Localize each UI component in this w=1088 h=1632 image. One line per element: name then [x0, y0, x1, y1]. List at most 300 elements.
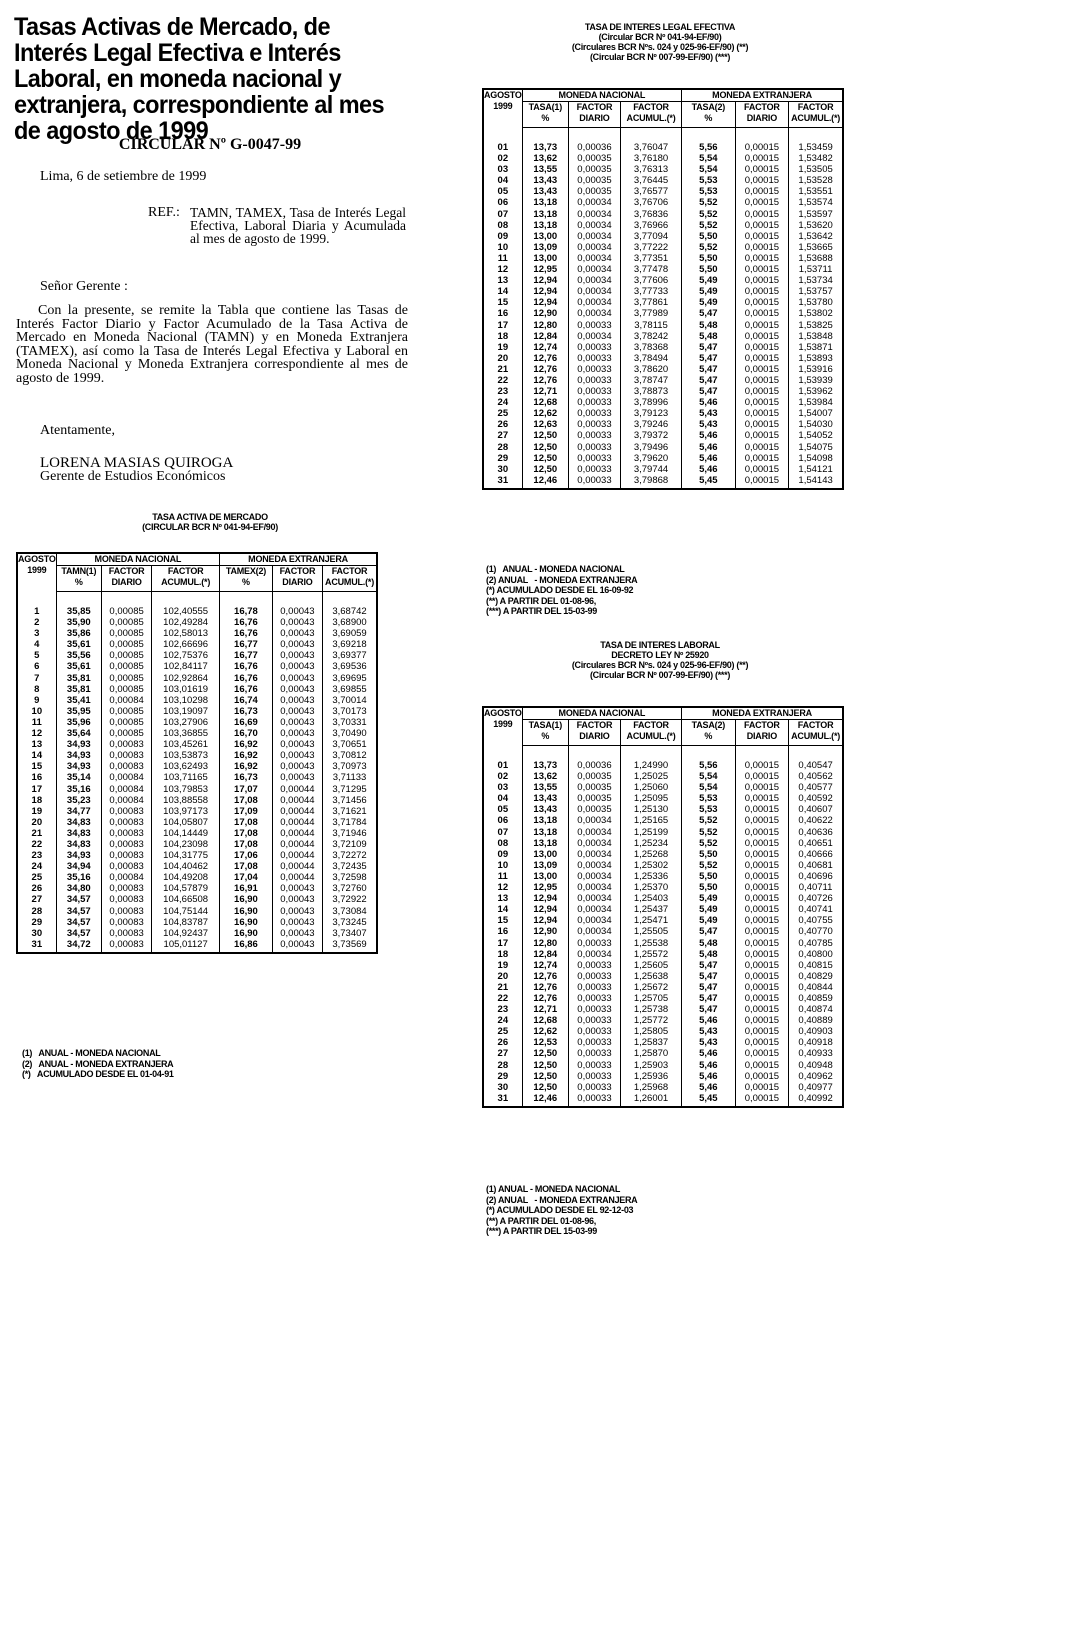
footnote: (**) A PARTIR DEL 01-08-96, [486, 595, 596, 606]
cell-value: 3,76706 [620, 197, 681, 208]
cell-day: 2 [17, 617, 56, 628]
cell-value: 1,25870 [620, 1048, 681, 1059]
cell-value: 0,00033 [569, 1093, 621, 1107]
cell-value: 0,00043 [272, 684, 322, 695]
cell-value: 5,47 [682, 342, 735, 353]
table-row [483, 430, 843, 441]
header-day [483, 707, 522, 746]
cell-value: 104,75144 [152, 906, 220, 917]
cell-value: 17,08 [220, 839, 273, 850]
cell-day: 25 [483, 408, 522, 419]
cell-value: 34,77 [56, 806, 101, 817]
column-header-line: DIARIO [746, 113, 778, 123]
cell-day: 24 [17, 861, 56, 872]
column-header-line: FACTOR [633, 720, 669, 730]
signer-title: Gerente de Estudios Económicos [40, 469, 226, 484]
cell-value: 0,40726 [789, 893, 843, 904]
cell-value: 12,76 [522, 375, 568, 386]
cell-value: 0,00015 [735, 386, 789, 397]
cell-value: 0,00043 [272, 761, 322, 772]
cell-value: 102,92864 [152, 673, 220, 684]
cell-value: 0,00044 [272, 839, 322, 850]
cell-day: 24 [483, 397, 522, 408]
table-row [483, 893, 843, 904]
cell-value: 0,00015 [735, 827, 789, 838]
cell-value: 12,84 [522, 949, 568, 960]
cell-value: 1,53642 [789, 231, 843, 242]
column-header [323, 566, 377, 592]
cell-day: 22 [483, 993, 522, 1004]
cell-value: 0,00033 [569, 320, 621, 331]
table-row [483, 1037, 843, 1048]
cell-value: 0,00033 [569, 1037, 621, 1048]
cell-value: 0,00033 [569, 938, 621, 949]
table-row [483, 164, 843, 175]
cell-value: 0,00015 [735, 186, 789, 197]
footnote: (***) A PARTIR DEL 15-03-99 [486, 1226, 597, 1236]
header-moneda-nacional: MONEDA NACIONAL [522, 707, 682, 720]
column-header-line: DIARIO [111, 577, 142, 587]
cell-value: 0,00015 [735, 804, 789, 815]
cell-value: 0,00083 [102, 894, 152, 905]
cell-value: 0,00085 [102, 673, 152, 684]
cell-value: 3,71946 [323, 828, 377, 839]
cell-value: 5,43 [682, 1026, 735, 1037]
cell-value: 3,72922 [323, 894, 377, 905]
cell-value: 35,64 [56, 728, 101, 739]
cell-value: 12,50 [522, 1060, 568, 1071]
cell-value: 0,00043 [272, 639, 322, 650]
cell-value: 13,18 [522, 827, 568, 838]
cell-value: 12,68 [522, 397, 568, 408]
cell-value: 5,48 [682, 949, 735, 960]
cell-value: 1,53574 [789, 197, 843, 208]
cell-value: 3,76966 [620, 220, 681, 231]
cell-value: 0,00033 [569, 375, 621, 386]
cell-value: 0,00083 [102, 850, 152, 861]
cell-day: 04 [483, 175, 522, 186]
cell-value: 0,00033 [569, 397, 621, 408]
cell-value: 35,16 [56, 872, 101, 883]
cell-value: 34,93 [56, 761, 101, 772]
cell-day: 7 [17, 673, 56, 684]
cell-day: 30 [17, 928, 56, 939]
cell-day: 18 [17, 795, 56, 806]
cell-value: 0,00015 [735, 242, 789, 253]
cell-value: 16,78 [220, 592, 273, 618]
cell-value: 0,00085 [102, 628, 152, 639]
cell-value: 0,00033 [569, 1004, 621, 1015]
reference-text: TAMN, TAMEX, Tasa de Interés Legal Efectiva, Laboral Diaria y Acumulada al mes de agosto de 1999. [190, 205, 406, 246]
cell-value: 0,00015 [735, 771, 789, 782]
table-row [17, 795, 377, 806]
cell-day: 05 [483, 804, 522, 815]
cell-value: 3,77606 [620, 275, 681, 286]
cell-value: 3,71621 [323, 806, 377, 817]
header-day-year: 1999 [27, 565, 47, 575]
cell-value: 104,49208 [152, 872, 220, 883]
cell-day: 25 [483, 1026, 522, 1037]
cell-value: 5,46 [682, 1060, 735, 1071]
cell-value: 103,27906 [152, 717, 220, 728]
cell-value: 34,83 [56, 817, 101, 828]
cell-value: 1,25025 [620, 771, 681, 782]
cell-value: 103,97173 [152, 806, 220, 817]
cell-value: 0,00033 [569, 1060, 621, 1071]
cell-value: 0,00015 [735, 353, 789, 364]
cell-value: 102,66696 [152, 639, 220, 650]
cell-value: 13,43 [522, 186, 568, 197]
cell-day: 19 [483, 342, 522, 353]
cell-value: 16,76 [220, 684, 273, 695]
cell-value: 5,47 [682, 386, 735, 397]
table-row [17, 684, 377, 695]
cell-day: 21 [483, 982, 522, 993]
table-row [17, 628, 377, 639]
cell-value: 0,00015 [735, 1071, 789, 1082]
column-header [620, 102, 681, 128]
cell-value: 0,00036 [569, 746, 621, 772]
cell-day: 14 [17, 750, 56, 761]
cell-value: 12,84 [522, 331, 568, 342]
footnote: (***) A PARTIR DEL 15-03-99 [486, 606, 597, 616]
cell-value: 16,77 [220, 639, 273, 650]
table-row [483, 364, 843, 375]
cell-value: 0,00085 [102, 592, 152, 618]
cell-day: 27 [483, 430, 522, 441]
cell-day: 8 [17, 684, 56, 695]
cell-value: 103,36855 [152, 728, 220, 739]
cell-day: 18 [483, 331, 522, 342]
cell-value: 16,76 [220, 628, 273, 639]
cell-value: 0,40800 [789, 949, 843, 960]
column-header-line: DIARIO [579, 731, 610, 741]
cell-value: 0,40962 [789, 1071, 843, 1082]
cell-value: 1,24990 [620, 746, 681, 772]
cell-value: 0,00015 [735, 430, 789, 441]
table-row [17, 739, 377, 750]
header-moneda-nacional: MONEDA NACIONAL [56, 553, 219, 566]
cell-day: 31 [483, 1093, 522, 1107]
cell-day: 01 [483, 746, 522, 772]
cell-value: 1,53893 [789, 353, 843, 364]
cell-value: 0,00034 [569, 926, 621, 937]
column-header-line: TAMN(1) [61, 566, 97, 576]
cell-value: 0,00035 [569, 793, 621, 804]
cell-value: 5,49 [682, 893, 735, 904]
cell-value: 0,00034 [569, 275, 621, 286]
cell-value: 34,83 [56, 839, 101, 850]
cell-value: 0,00015 [735, 982, 789, 993]
header-moneda-extranjera: MONEDA EXTRANJERA [682, 89, 843, 102]
table-row [483, 386, 843, 397]
table-row [17, 639, 377, 650]
cell-day: 18 [483, 949, 522, 960]
cell-day: 9 [17, 695, 56, 706]
cell-day: 6 [17, 661, 56, 672]
column-header-line: TASA(1) [528, 102, 563, 112]
cell-value: 3,71456 [323, 795, 377, 806]
cell-value: 12,74 [522, 342, 568, 353]
cell-value: 16,73 [220, 772, 273, 783]
table-row [483, 1004, 843, 1015]
cell-day: 17 [483, 938, 522, 949]
cell-value: 34,83 [56, 828, 101, 839]
table-row [17, 861, 377, 872]
cell-value: 3,77351 [620, 253, 681, 264]
column-header-line: ACUMUL.(*) [626, 113, 676, 123]
table-row [17, 717, 377, 728]
cell-value: 0,00015 [735, 209, 789, 220]
cell-value: 0,40785 [789, 938, 843, 949]
cell-value: 3,79868 [620, 475, 681, 489]
header-day [483, 89, 522, 128]
cell-day: 14 [483, 286, 522, 297]
cell-value: 16,86 [220, 939, 273, 953]
cell-value: 5,52 [682, 815, 735, 826]
cell-value: 13,55 [522, 782, 568, 793]
table-row [483, 419, 843, 430]
table-row [17, 617, 377, 628]
cell-value: 0,00033 [569, 982, 621, 993]
cell-value: 0,40696 [789, 871, 843, 882]
cell-value: 5,53 [682, 175, 735, 186]
cell-value: 0,40562 [789, 771, 843, 782]
cell-value: 1,54052 [789, 430, 843, 441]
cell-value: 0,00015 [735, 408, 789, 419]
table-row [17, 872, 377, 883]
cell-value: 35,56 [56, 650, 101, 661]
cell-value: 16,91 [220, 883, 273, 894]
header-day-month: AGOSTO [18, 554, 56, 564]
cell-value: 1,53802 [789, 308, 843, 319]
cell-value: 0,00033 [569, 386, 621, 397]
table-title-line: (Circular BCR Nº 041-94-EF/90) [598, 32, 722, 42]
table-row [483, 128, 843, 154]
table-row [483, 1071, 843, 1082]
column-header [735, 102, 789, 128]
cell-value: 0,40755 [789, 915, 843, 926]
cell-value: 3,73569 [323, 939, 377, 953]
column-header-line: FACTOR [797, 102, 834, 112]
footnote: (**) A PARTIR DEL 01-08-96, [486, 1215, 596, 1226]
cell-value: 0,00085 [102, 684, 152, 695]
column-header-line: DIARIO [282, 577, 313, 587]
cell-value: 5,52 [682, 220, 735, 231]
cell-value: 0,00015 [735, 175, 789, 186]
cell-value: 5,45 [682, 1093, 735, 1107]
cell-value: 35,14 [56, 772, 101, 783]
table-row [483, 1048, 843, 1059]
cell-value: 3,73407 [323, 928, 377, 939]
cell-value: 3,70331 [323, 717, 377, 728]
cell-value: 0,00043 [272, 717, 322, 728]
cell-value: 0,00015 [735, 128, 789, 154]
cell-value: 0,00034 [569, 308, 621, 319]
cell-day: 05 [483, 186, 522, 197]
cell-day: 24 [483, 1015, 522, 1026]
cell-value: 5,47 [682, 364, 735, 375]
cell-value: 1,25672 [620, 982, 681, 993]
cell-value: 5,47 [682, 353, 735, 364]
cell-value: 35,41 [56, 695, 101, 706]
cell-value: 12,76 [522, 982, 568, 993]
cell-value: 0,00034 [569, 331, 621, 342]
cell-value: 5,47 [682, 982, 735, 993]
cell-value: 0,00015 [735, 926, 789, 937]
cell-day: 10 [483, 860, 522, 871]
cell-day: 19 [17, 806, 56, 817]
cell-value: 0,00084 [102, 872, 152, 883]
cell-value: 12,80 [522, 938, 568, 949]
header-day-month: AGOSTO [484, 90, 522, 100]
cell-value: 0,00015 [735, 1082, 789, 1093]
cell-value: 0,00015 [735, 882, 789, 893]
cell-value: 1,25302 [620, 860, 681, 871]
cell-value: 12,94 [522, 904, 568, 915]
cell-value: 35,61 [56, 639, 101, 650]
cell-value: 3,70490 [323, 728, 377, 739]
table-row [483, 793, 843, 804]
cell-value: 1,53459 [789, 128, 843, 154]
cell-value: 5,52 [682, 197, 735, 208]
cell-day: 08 [483, 838, 522, 849]
cell-day: 06 [483, 815, 522, 826]
cell-day: 5 [17, 650, 56, 661]
cell-day: 26 [483, 1037, 522, 1048]
table-row [483, 827, 843, 838]
cell-value: 12,62 [522, 1026, 568, 1037]
cell-value: 0,00043 [272, 650, 322, 661]
cell-value: 0,00015 [735, 197, 789, 208]
cell-value: 1,53871 [789, 342, 843, 353]
footnote: (*) ACUMULADO DESDE EL 01-04-91 [22, 1069, 174, 1079]
cell-value: 0,00043 [272, 728, 322, 739]
cell-value: 17,04 [220, 872, 273, 883]
cell-value: 0,00085 [102, 650, 152, 661]
cell-value: 0,00036 [569, 128, 621, 154]
cell-value: 5,49 [682, 915, 735, 926]
table-row [483, 1060, 843, 1071]
cell-value: 102,49284 [152, 617, 220, 628]
table-row [17, 928, 377, 939]
cell-value: 3,76180 [620, 153, 681, 164]
cell-value: 0,00034 [569, 882, 621, 893]
cell-value: 3,72435 [323, 861, 377, 872]
cell-value: 0,00083 [102, 761, 152, 772]
cell-value: 0,00083 [102, 806, 152, 817]
cell-value: 0,00035 [569, 782, 621, 793]
cell-value: 35,85 [56, 592, 101, 618]
cell-value: 0,00083 [102, 828, 152, 839]
cell-value: 104,05807 [152, 817, 220, 828]
cell-value: 0,00043 [272, 592, 322, 618]
cell-value: 5,43 [682, 408, 735, 419]
cell-value: 0,00015 [735, 838, 789, 849]
cell-value: 3,72598 [323, 872, 377, 883]
table-row [17, 673, 377, 684]
cell-value: 34,57 [56, 928, 101, 939]
footnote: (1) ANUAL - MONEDA NACIONAL [22, 1048, 161, 1058]
table-title-line: (Circular BCR Nº 007-99-EF/90) (***) [589, 670, 731, 680]
cell-value: 5,47 [682, 971, 735, 982]
table-title-line: (Circular BCR Nº 007-99-EF/90) (***) [589, 52, 731, 62]
cell-day: 13 [483, 275, 522, 286]
column-header [569, 720, 621, 746]
table-row [17, 817, 377, 828]
cell-value: 0,00033 [569, 408, 621, 419]
cell-value: 12,76 [522, 364, 568, 375]
cell-value: 16,74 [220, 695, 273, 706]
cell-value: 1,25605 [620, 960, 681, 971]
cell-value: 3,71133 [323, 772, 377, 783]
column-header-line: FACTOR [744, 102, 780, 112]
cell-value: 0,00034 [569, 220, 621, 231]
cell-value: 102,84117 [152, 661, 220, 672]
cell-value: 0,00083 [102, 883, 152, 894]
table-row [17, 839, 377, 850]
cell-value: 5,43 [682, 1037, 735, 1048]
cell-value: 16,92 [220, 761, 273, 772]
cell-value: 0,40547 [789, 746, 843, 772]
cell-value: 1,54007 [789, 408, 843, 419]
table-row [483, 175, 843, 186]
column-header-line: FACTOR [797, 720, 834, 730]
cell-value: 5,52 [682, 209, 735, 220]
cell-value: 12,68 [522, 1015, 568, 1026]
cell-value: 34,93 [56, 850, 101, 861]
cell-value: 0,00043 [272, 695, 322, 706]
table-row [17, 784, 377, 795]
cell-value: 0,00015 [735, 320, 789, 331]
cell-value: 17,08 [220, 828, 273, 839]
table-row [483, 982, 843, 993]
cell-value: 5,53 [682, 793, 735, 804]
cell-value: 16,69 [220, 717, 273, 728]
cell-day: 16 [483, 308, 522, 319]
cell-value: 0,00015 [735, 364, 789, 375]
cell-value: 3,70812 [323, 750, 377, 761]
footnote: (2) ANUAL - MONEDA EXTRANJERA [22, 1058, 174, 1069]
cell-value: 5,45 [682, 475, 735, 489]
header-day [17, 553, 56, 592]
cell-day: 14 [483, 904, 522, 915]
table-title-line: (CIRCULAR BCR Nº 041-94-EF/90) [142, 522, 278, 532]
cell-value: 1,53916 [789, 364, 843, 375]
cell-value: 34,57 [56, 917, 101, 928]
closing: Atentamente, [40, 423, 116, 438]
cell-value: 0,00043 [272, 772, 322, 783]
cell-value: 0,00015 [735, 904, 789, 915]
table-row [483, 960, 843, 971]
table-title [520, 22, 800, 62]
footnote: (2) ANUAL - MONEDA EXTRANJERA [486, 574, 638, 585]
cell-value: 5,49 [682, 275, 735, 286]
cell-value: 0,40977 [789, 1082, 843, 1093]
cell-value: 0,00034 [569, 197, 621, 208]
cell-value: 0,00034 [569, 904, 621, 915]
cell-day: 30 [483, 1082, 522, 1093]
cell-value: 0,00015 [735, 782, 789, 793]
cell-value: 0,00085 [102, 661, 152, 672]
cell-value: 0,00015 [735, 1060, 789, 1071]
cell-value: 3,77478 [620, 264, 681, 275]
cell-value: 3,79123 [620, 408, 681, 419]
cell-value: 104,92437 [152, 928, 220, 939]
cell-value: 0,40859 [789, 993, 843, 1004]
cell-value: 0,00034 [569, 815, 621, 826]
table-row [483, 231, 843, 242]
